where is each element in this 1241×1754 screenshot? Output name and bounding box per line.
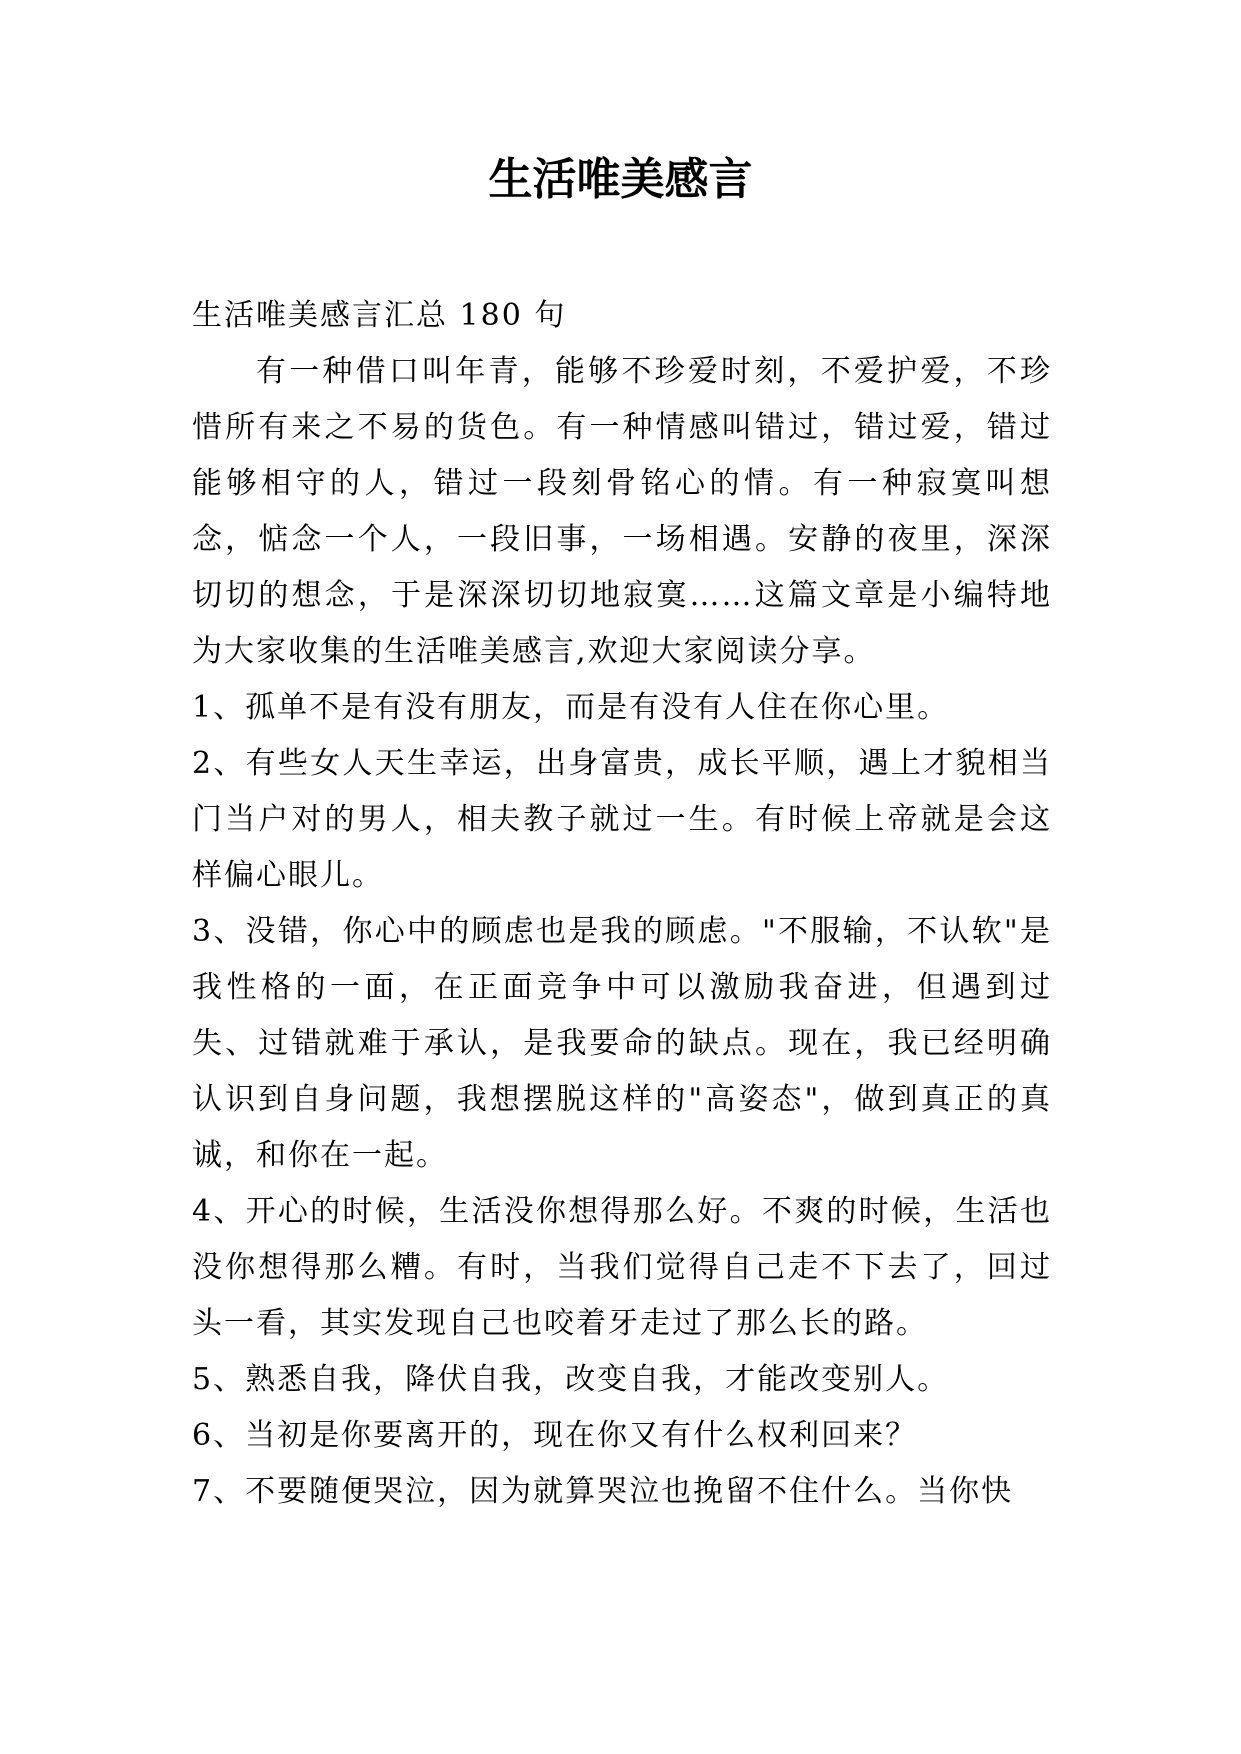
intro-paragraph: 有一种借口叫年青，能够不珍爱时刻，不爱护爱，不珍惜所有来之不易的货色。有一种情感叫错过，错过爱，错过能够相守的人，错过一段刻骨铭心的情。有一种寂寞叫想念，惦念一个人，一段旧事，一场相遇。安静的夜里，深深切切的想念，于是深深切切地寂寞……这篇文章是小编特地为大家收集的生活唯美感言,欢迎大家阅读分享。 xyxy=(192,354,1052,669)
document-subtitle: 生活唯美感言汇总 180 句 xyxy=(192,298,567,333)
list-item: 1、孤单不是有没有朋友，而是有没有人住在你心里。 xyxy=(192,690,950,725)
document-body xyxy=(192,288,1052,1520)
list-item: 4、开心的时候，生活没你想得那么好。不爽的时候，生活也没你想得那么糟。有时，当我们觉得自己走不下去了，回过头一看，其实发现自己也咬着牙走过了那么长的路。 xyxy=(192,1194,1052,1341)
document-title: 生活唯美感言 xyxy=(488,154,753,205)
list-item: 5、熟悉自我，降伏自我，改变自我，才能改变别人。 xyxy=(192,1362,950,1397)
list-item: 3、没错，你心中的顾虑也是我的顾虑。"不服输，不认软"是我性格的一面，在正面竞争中可以激励我奋进，但遇到过失、过错就难于承认，是我要命的缺点。现在，我已经明确认识到自身问题，我想摆脱这样的"高姿态"，做到真正的真诚，和你在一起。 xyxy=(192,914,1052,1173)
list-item: 2、有些女人天生幸运，出身富贵，成长平顺，遇上才貌相当门当户对的男人，相夫教子就过一生。有时候上帝就是会这样偏心眼儿。 xyxy=(192,746,1052,893)
list-item: 6、当初是你要离开的，现在你又有什么权利回来？ xyxy=(192,1418,918,1453)
list-item: 7、不要随便哭泣，因为就算哭泣也挽留不住什么。当你快 xyxy=(192,1474,1014,1509)
